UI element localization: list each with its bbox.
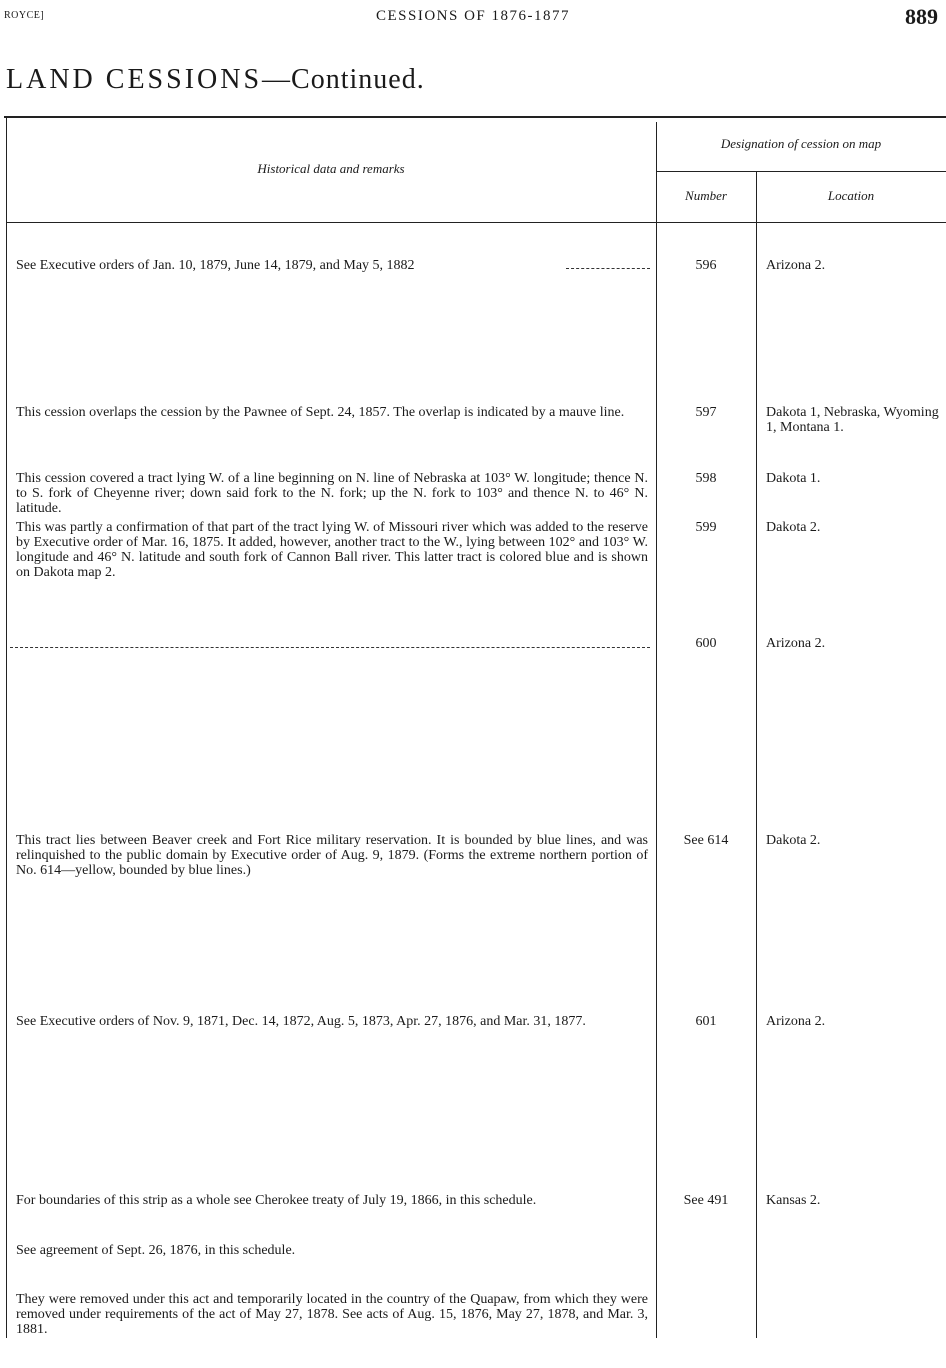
table-row-remark: This cession overlaps the cession by the Pawnee of Sept. 24, 1857. The overlap is indicated by a mauve line. <box>16 405 625 420</box>
table-row-location: Dakota 1. <box>766 471 821 486</box>
header-bottom-rule <box>6 222 946 223</box>
table-row-number: See 614 <box>683 833 729 848</box>
table-row-remark: See Executive orders of Nov. 9, 1871, Dec. 14, 1872, Aug. 5, 1873, Apr. 27, 1876, and Mar. 31, 1877. <box>16 1014 586 1029</box>
table-row-number: 596 <box>695 258 717 273</box>
table-row-remark: This cession covered a tract lying W. of a line beginning on N. line of Nebraska at 103° W. longitude; thence N. to S. fork of Cheyenne river; down said fork to the N. fork; up the N. fork to 103° and thence N. to 46° N. latitude. <box>16 471 648 516</box>
page-title-main: LAND CESSIONS <box>6 64 263 95</box>
table-row-remark: See Executive orders of Jan. 10, 1879, June 14, 1879, and May 5, 1882 <box>16 258 415 273</box>
column-header-designation: Designation of cession on map <box>720 136 882 151</box>
column-header-location: Location <box>827 188 875 203</box>
table-row-number: 597 <box>695 405 717 420</box>
column-divider-remarks <box>656 122 657 1338</box>
table-row-number: 601 <box>695 1014 717 1029</box>
table-top-rule <box>4 116 946 118</box>
table-row-number: 599 <box>695 520 717 535</box>
table-row-location: Arizona 2. <box>766 258 826 273</box>
table-row-remark: This tract lies between Beaver creek and Fort Rice military reservation. It is bounded by blue lines, and was relinquished to the public domain by Executive order of Aug. 9, 1879. (Forms the extreme northern portion of No. 614—yellow, bounded by blue lines.) <box>16 833 648 878</box>
running-title: CESSIONS OF 1876-1877 <box>375 8 571 24</box>
column-header-number: Number <box>685 188 727 203</box>
running-header-left: ROYCE] <box>4 10 45 21</box>
table-row-remark: See agreement of Sept. 26, 1876, in this schedule. <box>16 1243 296 1258</box>
table-row-location: Kansas 2. <box>766 1193 821 1208</box>
designation-header-rule <box>656 171 946 172</box>
table-row-location: Arizona 2. <box>766 1014 826 1029</box>
page-title <box>6 64 425 96</box>
table-row-number: 600 <box>695 636 717 651</box>
page-number: 889 <box>905 4 938 29</box>
column-header-remarks: Historical data and remarks <box>257 161 405 176</box>
column-divider-number <box>756 172 757 1338</box>
dot-leader <box>10 647 650 648</box>
table-row-location: Dakota 2. <box>766 520 821 535</box>
table-row-remark: They were removed under this act and temporarily located in the country of the Quapaw, from which they were removed under requirements of the act of May 27, 1878. See acts of Aug. 15, 1876, May 27, 1878, and Mar. 3, 1881. <box>16 1292 648 1337</box>
table-row-location: Dakota 1, Nebraska, Wyoming 1, Montana 1. <box>766 405 939 435</box>
table-row-location: Arizona 2. <box>766 636 826 651</box>
table-row-number: 598 <box>695 471 717 486</box>
dot-leader <box>566 268 650 269</box>
table-row-number: See 491 <box>683 1193 729 1208</box>
table-row-remark: For boundaries of this strip as a whole see Cherokee treaty of July 19, 1866, in this schedule. <box>16 1193 537 1208</box>
page-title-suffix: —Continued. <box>262 64 425 95</box>
table-row-remark: This was partly a confirmation of that part of the tract lying W. of Missouri river which was added to the reserve by Executive order of Mar. 16, 1875. It added, however, another tract to the W., lying between 102° and 103° W. longitude and 46° N. latitude and south fork of Cannon Ball river. This latter tract is colored blue and is shown on Dakota map 2. <box>16 520 648 580</box>
table-row-location: Dakota 2. <box>766 833 821 848</box>
table-left-rule <box>6 118 7 1338</box>
